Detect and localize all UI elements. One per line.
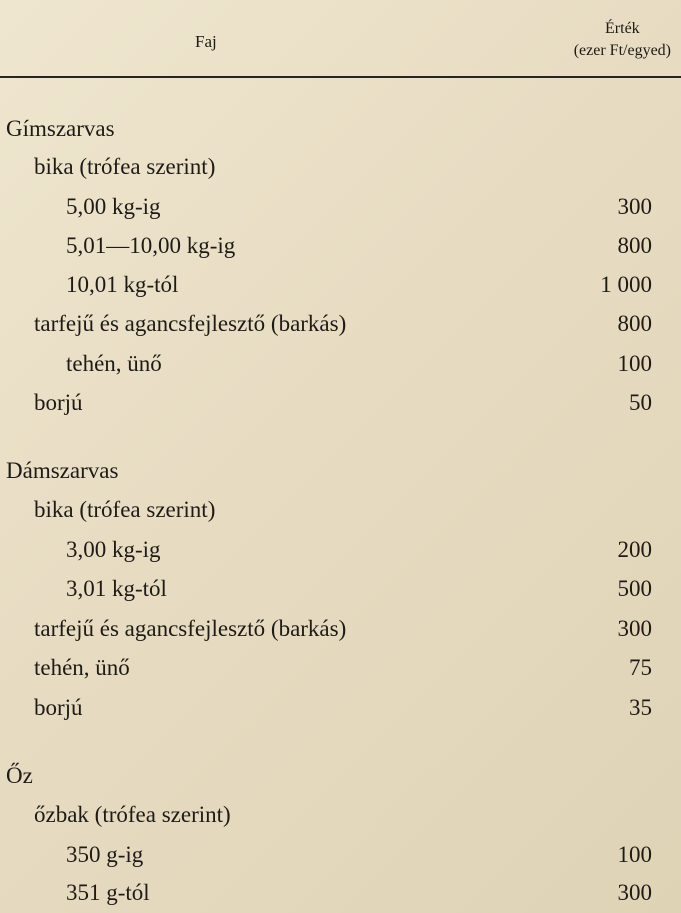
row-value: 200	[617, 537, 652, 562]
table-row	[0, 148, 681, 186]
table-row	[0, 452, 681, 490]
row-label: tehén, ünő	[34, 655, 130, 680]
row-label: borjú	[34, 695, 83, 720]
row-label: őzbak (trófea szerint)	[34, 802, 231, 827]
header-value-title: Érték	[605, 20, 640, 37]
row-label: 5,00 kg-ig	[66, 194, 161, 219]
table-row	[0, 796, 681, 834]
table-row	[0, 384, 681, 422]
table-row	[0, 649, 681, 687]
row-label: 3,01 kg-tól	[66, 576, 167, 601]
row-label: bika (trófea szerint)	[34, 154, 216, 179]
row-label: 3,00 kg-ig	[66, 537, 161, 562]
row-value: 75	[629, 655, 652, 680]
table-row	[0, 689, 681, 727]
row-label: 350 g-ig	[66, 842, 144, 867]
row-label: bika (trófea szerint)	[34, 497, 216, 522]
row-value: 300	[617, 616, 652, 641]
row-value: 100	[617, 842, 652, 867]
row-label: 351 g-tól	[66, 880, 150, 905]
header-value-unit: (ezer Ft/egyed)	[573, 42, 671, 59]
table-row	[0, 188, 681, 226]
header-species: Faj	[195, 32, 217, 51]
row-value: 500	[617, 576, 652, 601]
species-heading: Gímszarvas	[6, 116, 115, 141]
row-value: 800	[617, 233, 652, 258]
table-row	[0, 266, 681, 304]
species-heading: Őz	[6, 763, 33, 788]
table-row	[0, 491, 681, 529]
table-row	[0, 345, 681, 383]
row-label: tarfejű és agancsfejlesztő (barkás)	[34, 616, 347, 641]
species-heading: Dámszarvas	[6, 458, 119, 483]
table-header	[0, 0, 681, 78]
row-label: 10,01 kg-tól	[66, 272, 179, 297]
header-value	[574, 18, 671, 62]
table-row	[0, 610, 681, 648]
table-row	[0, 305, 681, 343]
table-row	[0, 836, 681, 874]
row-label: 5,01—10,00 kg-ig	[66, 233, 236, 258]
row-label: tarfejű és agancsfejlesztő (barkás)	[34, 311, 347, 336]
row-value: 300	[617, 194, 652, 219]
table-row	[0, 531, 681, 569]
row-label: borjú	[34, 390, 83, 415]
row-value: 300	[617, 880, 652, 905]
row-value: 50	[629, 390, 652, 415]
table-row	[0, 874, 681, 912]
row-value: 100	[617, 351, 652, 376]
table-row	[0, 570, 681, 608]
table-row	[0, 110, 681, 148]
row-value: 800	[617, 311, 652, 336]
row-label: tehén, ünő	[66, 351, 162, 376]
row-value: 1 000	[600, 272, 652, 297]
row-value: 35	[629, 695, 652, 720]
table-row	[0, 227, 681, 265]
table-row	[0, 757, 681, 795]
